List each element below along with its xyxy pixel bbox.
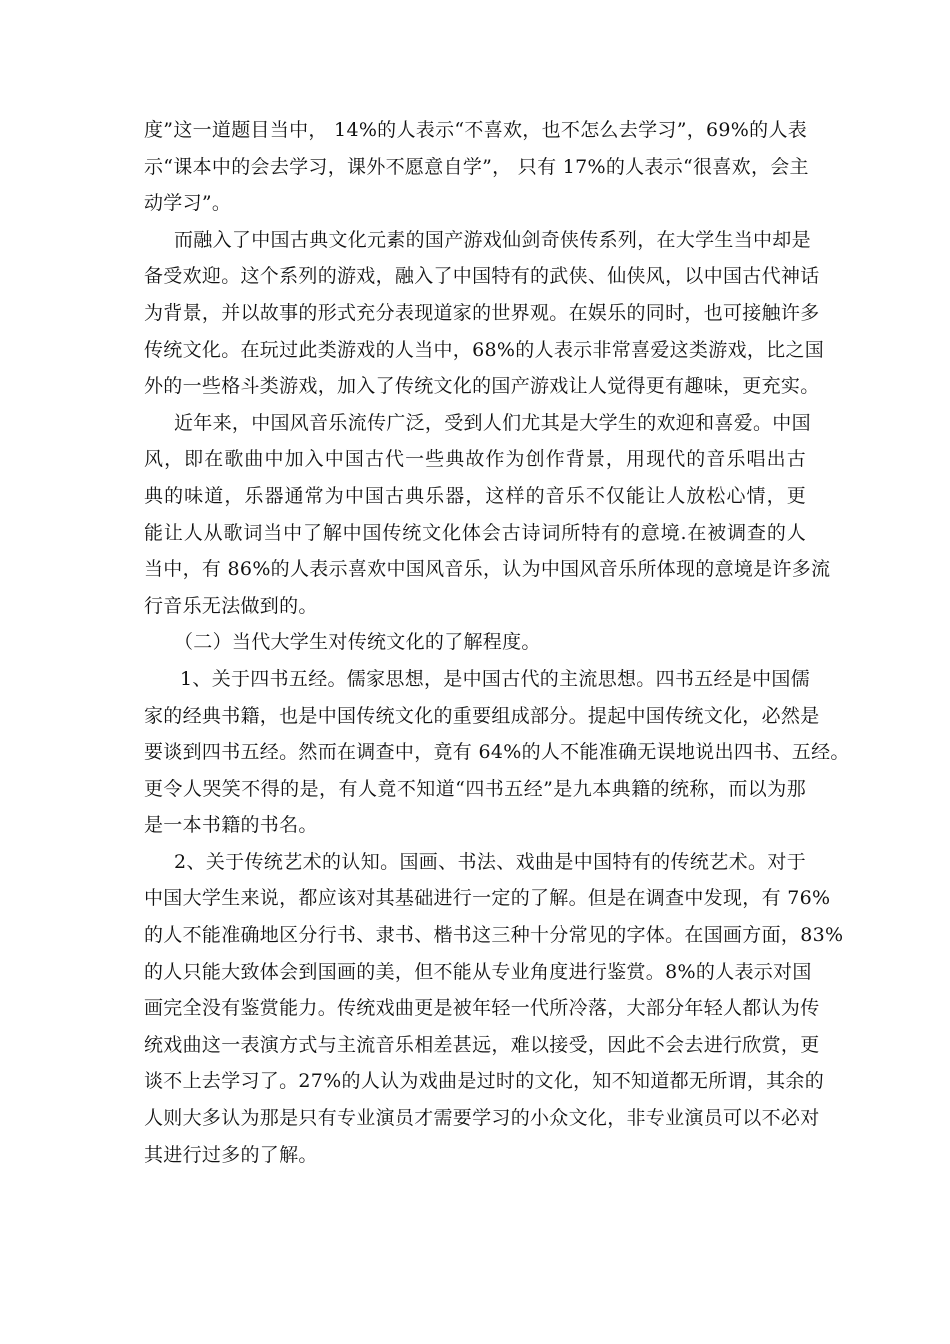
text-line: 典的味道，乐器通常为中国古典乐器，这样的音乐不仅能让人放松心情，更 [144, 484, 806, 507]
text-line: 画完全没有鉴赏能力。传统戏曲更是被年轻一代所冷落，大部分年轻人都认为传 [144, 997, 820, 1020]
paragraph-first-line: 而融入了中国古典文化元素的国产游戏仙剑奇侠传系列，在大学生当中却是 [174, 228, 811, 251]
text-line: 动学习”。 [144, 192, 232, 215]
section-heading: （二）当代大学生对传统文化的了解程度。 [174, 631, 541, 654]
paragraph-first-line: 1、关于四书五经。儒家思想，是中国古代的主流思想。四书五经是中国儒 [180, 667, 810, 690]
text-line: 示“课本中的会去学习，课外不愿意自学”， 只有 17%的人表示“很喜欢，会主 [144, 155, 809, 178]
text-line: 的人不能准确地区分行书、隶书、楷书这三种十分常见的字体。在国画方面，83% [144, 924, 844, 947]
text-line: 风，即在歌曲中加入中国古代一些典故作为创作背景，用现代的音乐唱出古 [144, 448, 806, 471]
text-line: 是一本书籍的书名。 [144, 814, 318, 837]
text-line: 要谈到四书五经。然而在调查中，竟有 64%的人不能准确无误地说出四书、五经。 [144, 741, 850, 764]
text-line: 谈不上去学习了。27%的人认为戏曲是过时的文化，知不知道都无所谓，其余的 [144, 1070, 825, 1093]
text-line: 家的经典书籍，也是中国传统文化的重要组成部分。提起中国传统文化，必然是 [144, 704, 820, 727]
text-line: 外的一些格斗类游戏，加入了传统文化的国产游戏让人觉得更有趣味，更充实。 [144, 375, 820, 398]
text-line: 当中，有 86%的人表示喜欢中国风音乐，认为中国风音乐所体现的意境是许多流 [144, 558, 831, 581]
text-line: 更令人哭笑不得的是，有人竟不知道“四书五经”是九本典籍的统称，而以为那 [144, 777, 806, 800]
text-line: 人则大多认为那是只有专业演员才需要学习的小众文化，非专业演员可以不必对 [144, 1107, 820, 1130]
text-line: 能让人从歌词当中了解中国传统文化体会古诗词所特有的意境.在被调查的人 [144, 521, 806, 544]
text-line: 备受欢迎。这个系列的游戏，融入了中国特有的武侠、仙侠风，以中国古代神话 [144, 265, 820, 288]
text-line: 的人只能大致体会到国画的美，但不能从专业角度进行鉴赏。8%的人表示对国 [144, 960, 812, 983]
paragraph-first-line: 近年来，中国风音乐流传广泛，受到人们尤其是大学生的欢迎和喜爱。中国 [174, 411, 811, 434]
text-line: 行音乐无法做到的。 [144, 594, 318, 617]
text-line: 统戏曲这一表演方式与主流音乐相差甚远，难以接受，因此不会去进行欣赏，更 [144, 1033, 820, 1056]
text-line: 其进行过多的了解。 [144, 1143, 318, 1166]
text-line: 为背景，并以故事的形式充分表现道家的世界观。在娱乐的同时，也可接触许多 [144, 301, 820, 324]
text-line: 中国大学生来说，都应该对其基础进行一定的了解。但是在调查中发现，有 76% [144, 887, 831, 910]
text-line: 传统文化。在玩过此类游戏的人当中，68%的人表示非常喜爱这类游戏，比之国 [144, 338, 825, 361]
paragraph-first-line: 2、关于传统艺术的认知。国画、书法、戏曲是中国特有的传统艺术。对于 [174, 850, 806, 873]
body-text [144, 112, 850, 1173]
text-line: 度”这一道题目当中， 14%的人表示“不喜欢，也不怎么去学习”，69%的人表 [144, 119, 808, 141]
